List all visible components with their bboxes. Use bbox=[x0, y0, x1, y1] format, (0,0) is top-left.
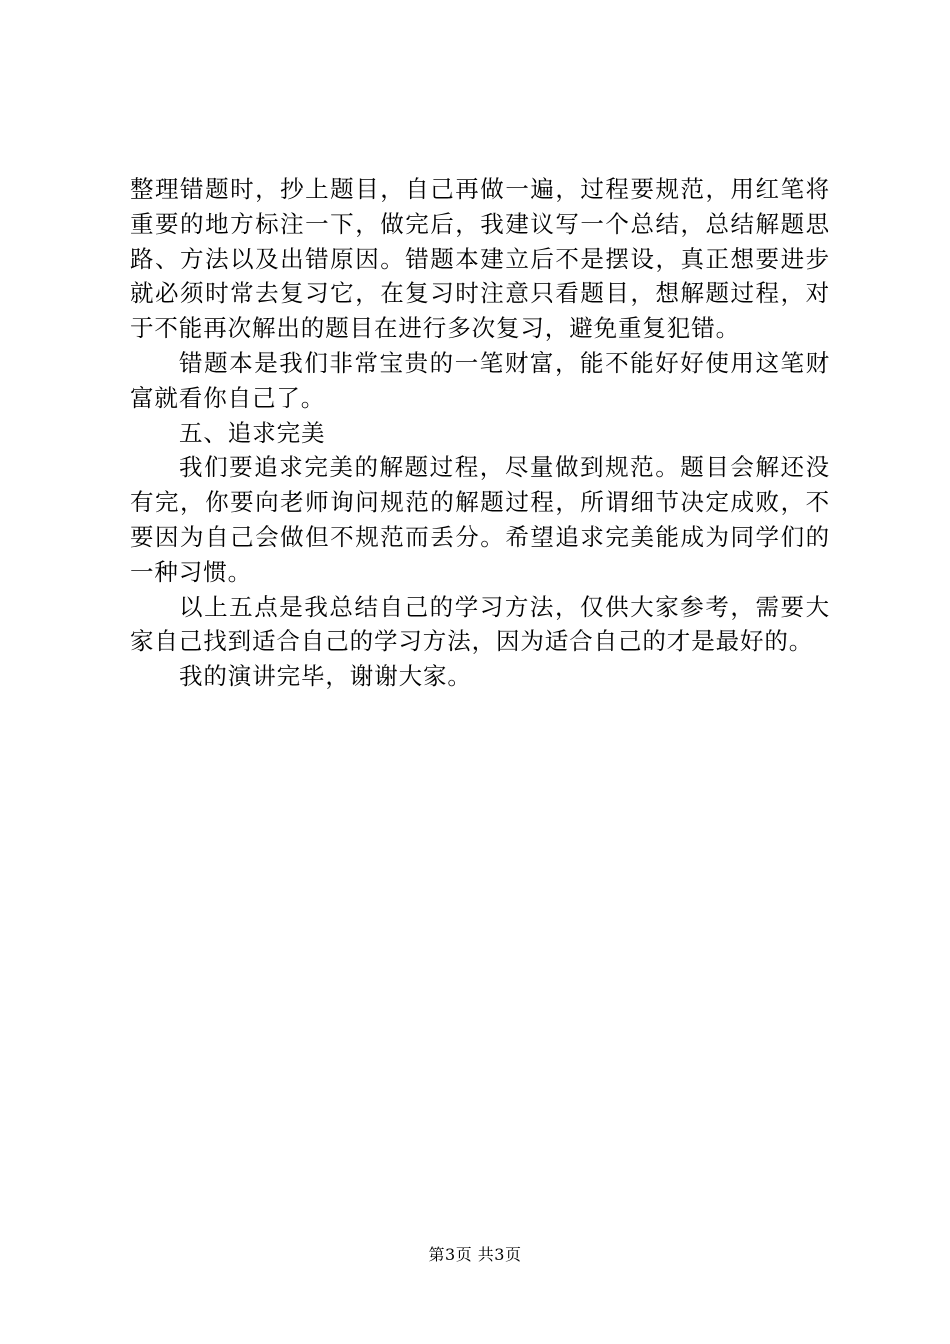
paragraph-pursue-perfection: 我们要追求完美的解题过程，尽量做到规范。题目会解还没有完，你要向老师询问规范的解题过程，所谓细节决定成败，不要因为自己会做但不规范而丢分。希望追求完美能成为同学们的一种习惯。 bbox=[130, 453, 830, 586]
paragraph-error-notebook-value: 错题本是我们非常宝贵的一笔财富，能不能好好使用这笔财富就看你自己了。 bbox=[130, 348, 830, 412]
section-heading-pursue-perfection: 五、追求完美 bbox=[179, 418, 326, 447]
paragraph-closing: 我的演讲完毕，谢谢大家。 bbox=[179, 662, 472, 691]
paragraph-summary: 以上五点是我总结自己的学习方法，仅供大家参考，需要大家自己找到适合自己的学习方法，因为适合自己的才是最好的。 bbox=[130, 592, 830, 656]
page-number-footer: 第3页 共3页 bbox=[428, 1245, 522, 1264]
document-body bbox=[130, 172, 830, 694]
paragraph-error-notebook-method: 整理错题时，抄上题目，自己再做一遍，过程要规范，用红笔将重要的地方标注一下，做完后，我建议写一个总结，总结解题思路、方法以及出错原因。错题本建立后不是摆设，真正想要进步就必须时常去复习它，在复习时注意只看题目，想解题过程，对于不能再次解出的题目在进行多次复习，避免重复犯错。 bbox=[130, 175, 830, 343]
